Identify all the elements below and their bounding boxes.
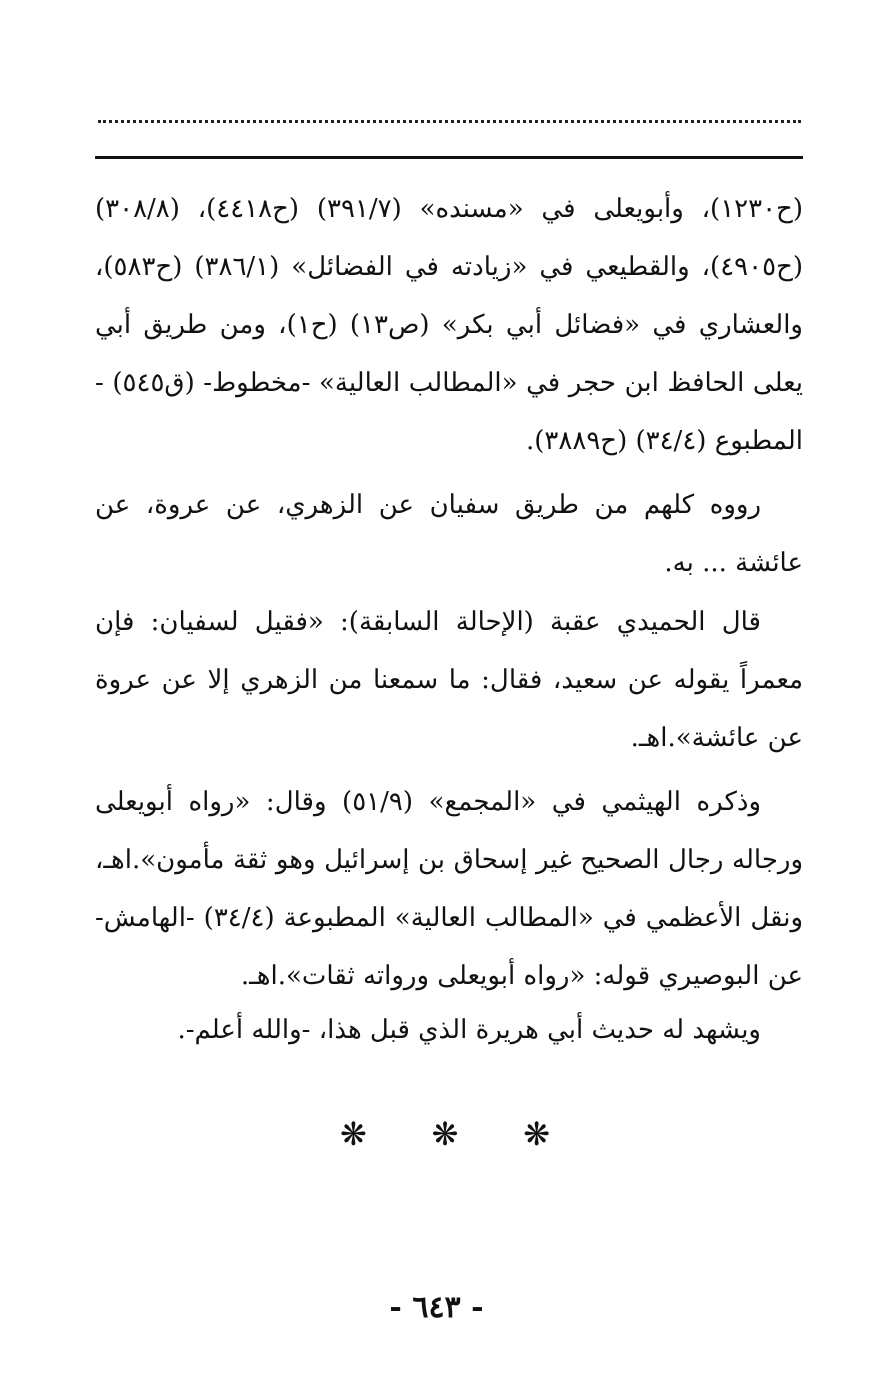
dotted-separator [98, 120, 801, 123]
paragraph-3: وذكره الهيثمي في «المجمع» (٥١/٩) وقال: «رواه أبويعلى ورجاله رجال الصحيح غير إسحاق بن إسرائيل وهو ثقة مأمون».اهـ، ونقل الأعظمي في «المطالب العالية» المطبوعة (٣٤/٤) -الهامش- عن البوصيري قوله: «رواه أبويعلى ورواته ثقات».اهـ. [95, 787, 803, 991]
star-icon: ❋ [340, 1115, 367, 1153]
paragraph-2: قال الحميدي عقبة (الإحالة السابقة): «فقيل لسفيان: فإن معمراً يقوله عن سعيد، فقال: ما سمعنا من الزهري إلا عن عروة عن عائشة».اهـ. [95, 607, 803, 753]
section-separator [340, 1115, 550, 1153]
footnote-rule [95, 156, 803, 159]
paragraph-1: رووه كلهم من طريق سفيان عن الزهري، عن عروة، عن عائشة ... به. [95, 490, 803, 578]
footnote-source-paragraph: (ح١٢٣٠)، وأبويعلى في «مسنده» (٣٩١/٧) (ح٤٤١٨)، (٣٠٨/٨) (ح٤٩٠٥)، والقطيعي في «زيادته في الفضائل» (٣٨٦/١) (ح٥٨٣)، والعشاري في «فضائل أبي بكر» (ص١٣) (ح١)، ومن طريق أبي يعلى الحافظ ابن حجر في «المطالب العالية» -مخطوط- (ق٥٤٥) - المطبوع (٣٤/٤) (ح٣٨٨٩). [95, 194, 804, 456]
star-icon: ❋ [431, 1115, 459, 1153]
paragraph-4: ويشهد له حديث أبي هريرة الذي قبل هذا، -والله أعلم-. [177, 1015, 761, 1045]
star-icon: ❋ [523, 1115, 550, 1153]
page-number: - ٦٤٣ - [389, 1290, 484, 1325]
